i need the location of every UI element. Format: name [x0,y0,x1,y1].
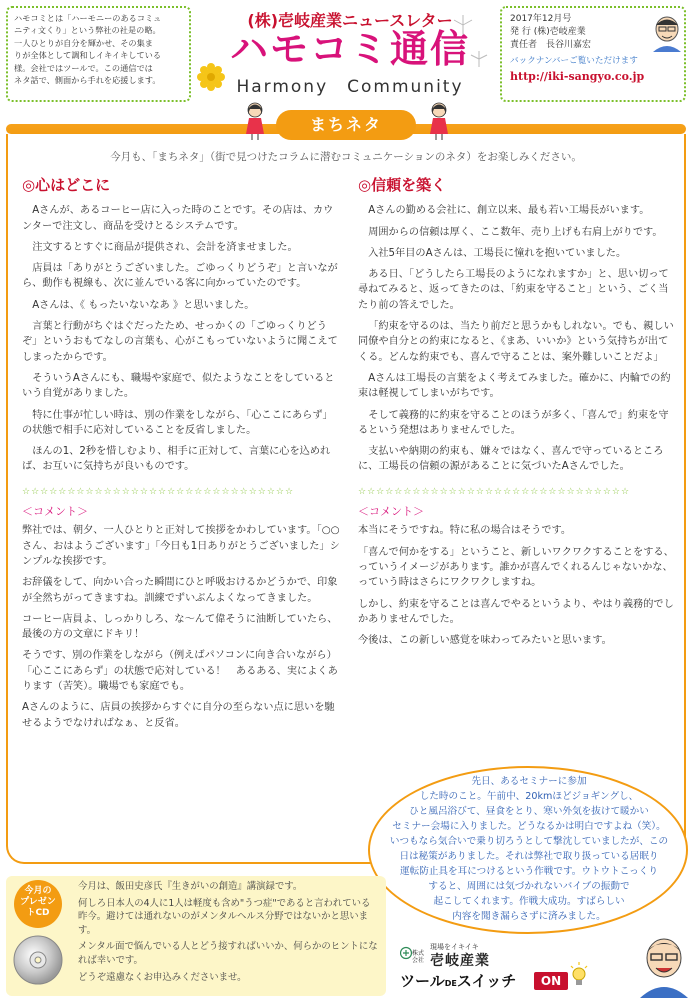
dandelion-seed-icon [470,50,488,68]
logo-kabu: 株式会社 [412,950,425,964]
article-paragraph: 入社5年目のAさんは、工場長に憧れを抱いていました。 [368,247,627,259]
badge-line: トCD [26,908,50,918]
badge-line: 今月の [24,886,52,896]
star-divider: ☆☆☆☆☆☆☆☆☆☆☆☆☆☆☆☆☆☆☆☆☆☆☆☆☆☆☆☆☆☆ [22,486,295,497]
about-line: 一人ひとりが自分を輝かせ、その集ま [14,37,153,48]
article-paragraph: 支払いや納期の約束も、嫌々ではなく、喜んで守っているところに、工場長の信頼の源があることに気づいたAさんでした。 [358,446,664,473]
bubble-line: すると、周囲には気づかれないバイブの振動で [428,881,630,892]
comment-paragraph: しかし、約束を守ることは喜んでやるというより、やはり義務的でしかありませんでした。 [358,598,674,625]
section-tab: まちネタ [276,110,416,140]
bubble-line: 日は秘策がありました。それは弊社で取り扱っている居眠り [399,851,659,862]
company-logo-name: 壱岐産業 [430,953,490,969]
newsletter-title: ハモコミ通信 [229,27,470,71]
comment-block [358,523,676,648]
bubble-line: ひと風呂浴びて、昼食をとり、寒い外気を抜けて暖かい [409,806,649,817]
about-line: ニティ文くり」という弊社の社是の略。 [14,25,161,36]
comment-paragraph: 本当にそうですね。特に私の場合はそうです。 [358,525,572,537]
article-paragraph: 言葉と行動がちぐはぐだったため、せっかくの「ごゆっくりどうぞ」というおもてなしの言葉も、心がこもっていないように聞こえてしまったからです。 [22,321,338,363]
bubble-line: した時のこと。午前中、20kmほどジョギングし、 [419,791,639,802]
present-text [78,880,378,987]
editor: 責任者 長谷川嘉宏 [510,40,592,50]
present-badge [14,880,62,928]
article-paragraph: 周囲からの信頼は厚く、ここ数年、売り上げも右肩上がりです。 [368,226,663,238]
present-paragraph: 何しろ日本人の4人に1人は軽度も含め"うつ症"であると言われている昨今。避けては通れないのがメンタルヘルス分野ではないかと思います。 [78,897,371,936]
presenter-illustration-icon [636,932,692,998]
article-paragraph: ある日、「どうしたら工場長のようになれますか」と、思い切って尋ねてみると、返ってきたのは、「約束を守ること」という、ごく当たり前の答えでした。 [358,269,669,311]
comment-heading: ＜コメント＞ [358,505,424,519]
comment-paragraph: 今後は、この新しい感覚を味わってみたいと思います。 [358,635,612,647]
tagline-part: スイッチ [456,972,517,990]
bubble-line: いつもなら気合いで乗り切ろうとして撃沈していましたが、この [389,836,669,847]
logo-tagline-small: 現場をイキイキ [430,943,479,951]
cd-icon [12,934,64,986]
about-line: りが全体として調和しイキイキしている [14,50,162,61]
comment-paragraph: Aさんのように、店員の挨拶からすぐに自分の至らない点に思いを馳せるようでなければなぁ、と反省。 [22,702,335,729]
about-line: ハモコミとは「ハーモニーのあるコミュ [14,13,162,23]
newsletter-subtitle: Harmony Community [236,77,464,97]
comment-block [22,523,340,731]
article-paragraph: 特に仕事が忙しい時は、別の作業をしながら、「心ここにあらず」の状態で相手に応対していることを反省しました。 [22,409,333,436]
bubble-line: 内容を聞き漏らさずに済みました。 [452,911,606,922]
article-paragraph: Aさんは、《 もったいないなあ 》と思いました。 [32,299,255,311]
article-paragraph: ほんの1、2秒を惜しむより、相手に正対して、言葉に心を込めれば、お互いに気持ちが良いものです。 [22,446,331,473]
badge-line: プレゼン [20,897,56,907]
company-line: (株)壱岐産業ニュースレター [247,11,453,30]
bubble-line: セミナー会場に入りました。どうなるかは明白ですよね（笑）。 [392,821,666,832]
comment-heading: ＜コメント＞ [22,505,88,519]
right-article [358,178,676,654]
company-mark-icon [400,946,412,960]
tagline-de: DE [444,979,457,988]
on-badge: ON [534,972,568,990]
section-intro: 今月も、「まちネタ」（街で見つけたコラムに潜むコミュニケーションのネタ）をお楽しみください。 [110,151,582,163]
comment-paragraph: お辞儀をして、向かい合った瞬間にひと呼吸おけるかどうかで、印象が全然ちがってきますね。訓練でずいぶんよくなってきました。 [22,577,338,604]
comment-paragraph: 「喜んで何かをする」ということ、新しいワクワクすることをする、っていうイメージがあります。誰かが喜んでくれるんじゃないかな、っていう時はさらにワクワクしますね。 [358,546,674,589]
lightbulb-icon [570,962,588,988]
about-line: ネタ話で、側面から手れを応援します。 [14,75,161,86]
publisher: 発 行 (株)壱岐産業 [510,27,586,37]
comment-paragraph: そうです、別の作業をしながら（例えばパソコンに向き合いながら）「心ここにあらず」の状態で応対している！ あるある、実によくあります（苦笑）。職場でも家庭でも。 [22,650,338,693]
dandelion-seed-icon [452,14,474,36]
present-paragraph: 今月は、飯田史彦氏『生きがいの創造』講演録です。 [78,881,303,892]
bubble-line: 先日、あるセミナーに参加 [471,776,587,787]
article-paragraph: Aさんが、あるコーヒー店に入った時のことです。その店は、カウンターで注文し、商品を受けとるシステムです。 [22,205,334,232]
backnumber-note: バックナンバーご覧いただけます [510,56,638,66]
left-article-heading: ◎心はどこに [22,176,111,194]
website-link[interactable]: http://iki-sangyo.co.jp [510,70,645,83]
dandelion-icon [196,62,226,92]
bubble-line: 起こしてくれます。作戦大成功。すばらしい [433,896,625,907]
footer-tagline [400,970,516,991]
article-paragraph: Aさんの勤める会社に、創立以来、最も若い工場長がいます。 [368,205,650,217]
left-article [22,178,340,737]
star-divider: ☆☆☆☆☆☆☆☆☆☆☆☆☆☆☆☆☆☆☆☆☆☆☆☆☆☆☆☆☆☆ [358,486,631,497]
about-line: 様。会社ではツールで。この通信では [14,62,153,73]
article-paragraph: 「約束を守るのは、当たり前だと思うかもしれない。でも、親しい同僚や自分との約束になると、《まあ、いいか》という気持ちが出てくる。どんな約束でも、喜んで守ることは、案外難しいことだよ」 [358,321,674,363]
article-paragraph: Aさんは工場長の言葉をよく考えてみました。確かに、内輪での約束は軽視してしまいがちです。 [358,372,671,400]
comment-paragraph: 弊社では、朝夕、一人ひとりと正対して挨拶をかわしています。「○○さん、おはようございます」「今日も1日ありがとうございました」シンプルな挨拶です。 [22,525,340,567]
right-article-heading: ◎信頼を築く [358,176,447,194]
article-paragraph: 店員は「ありがとうございました。ごゆっくりどうぞ」と言いながら、動作も視線も、次に並んでいる客に向かっていたのです。 [22,263,338,290]
tagline-part: ツール [400,972,445,990]
about-box [6,6,191,102]
bubble-line: 運転防止具を耳につけるという作戦です。ウトウトこっくり [400,866,658,877]
bubble-text [372,774,686,924]
present-paragraph: メンタル面で悩んでいる人とどう接すればいいか、何らかのヒントになれば幸いです。 [78,941,378,966]
editor-avatar-icon [650,14,684,52]
comment-paragraph: コーヒー店員よ、しっかりしろ、な～んて偉そうに油断していたら、最後の方の文章にドキリ！ [22,613,338,641]
article-paragraph: そして義務的に約束を守ることのほうが多く、「喜んで」約束を守るという発想はありませんでした。 [358,409,669,436]
present-paragraph: どうぞ遠慮なくお申込みくださいませ。 [78,971,247,983]
article-paragraph: 注文するとすぐに商品が提供され、会計を済ませました。 [32,241,298,253]
article-paragraph: そういうAさんにも、職場や家庭で、似たようなことをしているという自覚がありました。 [22,372,335,400]
issue-date: 2017年12月号 [510,14,572,24]
